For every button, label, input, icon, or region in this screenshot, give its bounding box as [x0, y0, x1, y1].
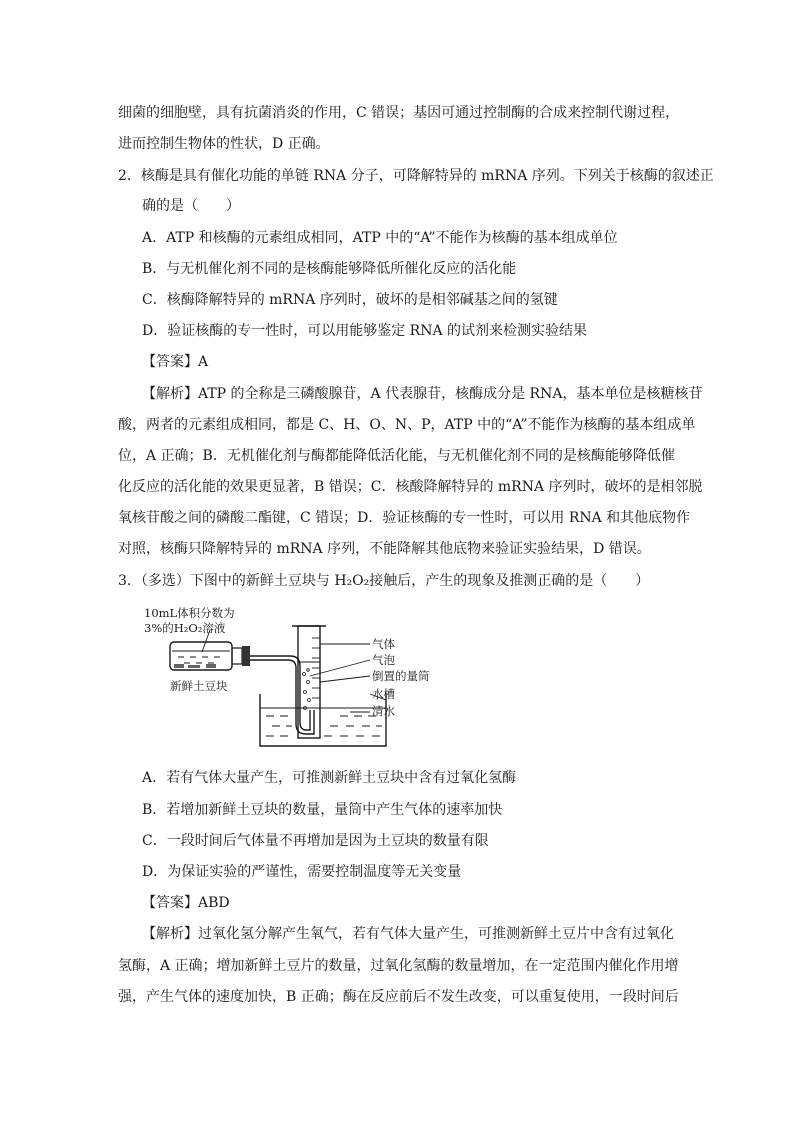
- question-2-option-d: D．验证核酶的专一性时，可以用能够鉴定 RNA 的试剂来检测实验结果: [142, 323, 588, 339]
- potato-label: 新鲜土豆块: [170, 679, 228, 693]
- text-line: 对照，核酶只降解特异的 mRNA 序列，不能降解其他底物来验证实验结果，D 错误。: [118, 541, 651, 557]
- label-gas: 气体: [372, 637, 395, 651]
- water-trough: [260, 694, 386, 746]
- question-3-option-a: A．若有气体大量产生，可推测新鲜土豆块中含有过氧化氢酶: [142, 770, 517, 786]
- question-2-option-c: C．核酶降解特异的 mRNA 序列时，破坏的是相邻碱基之间的氢键: [142, 292, 558, 308]
- solution-label-1: 10mL体积分数为: [144, 606, 235, 620]
- question-2-option-b: B．与无机催化剂不同的是核酶能够降低所催化反应的活化能: [142, 261, 517, 277]
- question-3-option-d: D．为保证实验的严谨性，需要控制温度等无关变量: [142, 864, 462, 880]
- label-trough: 水槽: [372, 687, 395, 701]
- text-line: 化反应的活化能的效果更显著，B 错误；C．核酸降解特异的 mRNA 序列时，破坏的是相邻脱: [118, 479, 703, 495]
- question-3-option-b: B．若增加新鲜土豆块的数量，量筒中产生气体的速率加快: [142, 802, 503, 818]
- inverted-cylinder: [298, 626, 320, 738]
- text-line: 进而控制生物体的性状，D 正确。: [118, 136, 330, 152]
- solution-label-2: 3%的H₂O₂溶液: [144, 621, 226, 635]
- text-line: 位，A 正确；B．无机催化剂与酶都能降低活化能，与无机催化剂不同的是核酶能够降低催: [118, 448, 675, 464]
- text-line: 氧核苷酸之间的磷酸二酯键，C 错误；D．验证核酶的专一性时，可以用 RNA 和其他底物作: [118, 510, 691, 526]
- question-2-option-a: A．ATP 和核酶的元素组成相同，ATP 中的“A”不能作为核酶的基本组成单位: [142, 230, 618, 246]
- experiment-diagram-svg: [140, 604, 460, 752]
- question-3-analysis: 【解析】过氧化氢分解产生氧气，若有气体大量产生，可推测新鲜土豆片中含有过氧化: [142, 926, 674, 942]
- label-bubble: 气泡: [372, 653, 395, 667]
- question-2-stem-cont: 确的是（ ）: [142, 198, 240, 214]
- text-line: 氢酶，A 正确；增加新鲜土豆片的数量，过氧化氢酶的数量增加，在一定范围内催化作用增: [118, 958, 679, 974]
- question-2-stem: 2．核酶是具有催化功能的单链 RNA 分子，可降解特异的 mRNA 序列。下列关于核酶的叙述正: [118, 168, 714, 184]
- question-2-analysis: 【解析】ATP 的全称是三磷酸腺苷，A 代表腺苷，核酶成分是 RNA，基本单位是核糖核苷: [142, 386, 703, 402]
- bottle-neck: [232, 648, 242, 664]
- question-2-answer: 【答案】A: [142, 354, 209, 370]
- delivery-tube: [250, 656, 310, 730]
- bottle-cap: [242, 646, 250, 666]
- experiment-diagram: [140, 604, 460, 752]
- text-line: 酸，两者的元素组成相同，都是 C、H、O、N、P，ATP 中的“A”不能作为核酶的基本组成单: [118, 417, 696, 433]
- label-cylinder: 倒置的量筒: [372, 669, 430, 683]
- question-3-stem: 3．（多选）下图中的新鲜土豆块与 H₂O₂接触后，产生的现象及推测正确的是（ ）: [118, 573, 650, 589]
- text-line: 细菌的细胞壁，具有抗菌消炎的作用，C 错误；基因可通过控制酶的合成来控制代谢过程，: [118, 105, 680, 121]
- text-line: 强，产生气体的速度加快，B 正确；酶在反应前后不发生改变，可以重复使用，一段时间后: [118, 989, 679, 1005]
- question-3-option-c: C．一段时间后气体量不再增加是因为土豆块的数量有限: [142, 833, 489, 849]
- label-water: 清水: [372, 704, 395, 718]
- question-3-answer: 【答案】ABD: [142, 895, 230, 911]
